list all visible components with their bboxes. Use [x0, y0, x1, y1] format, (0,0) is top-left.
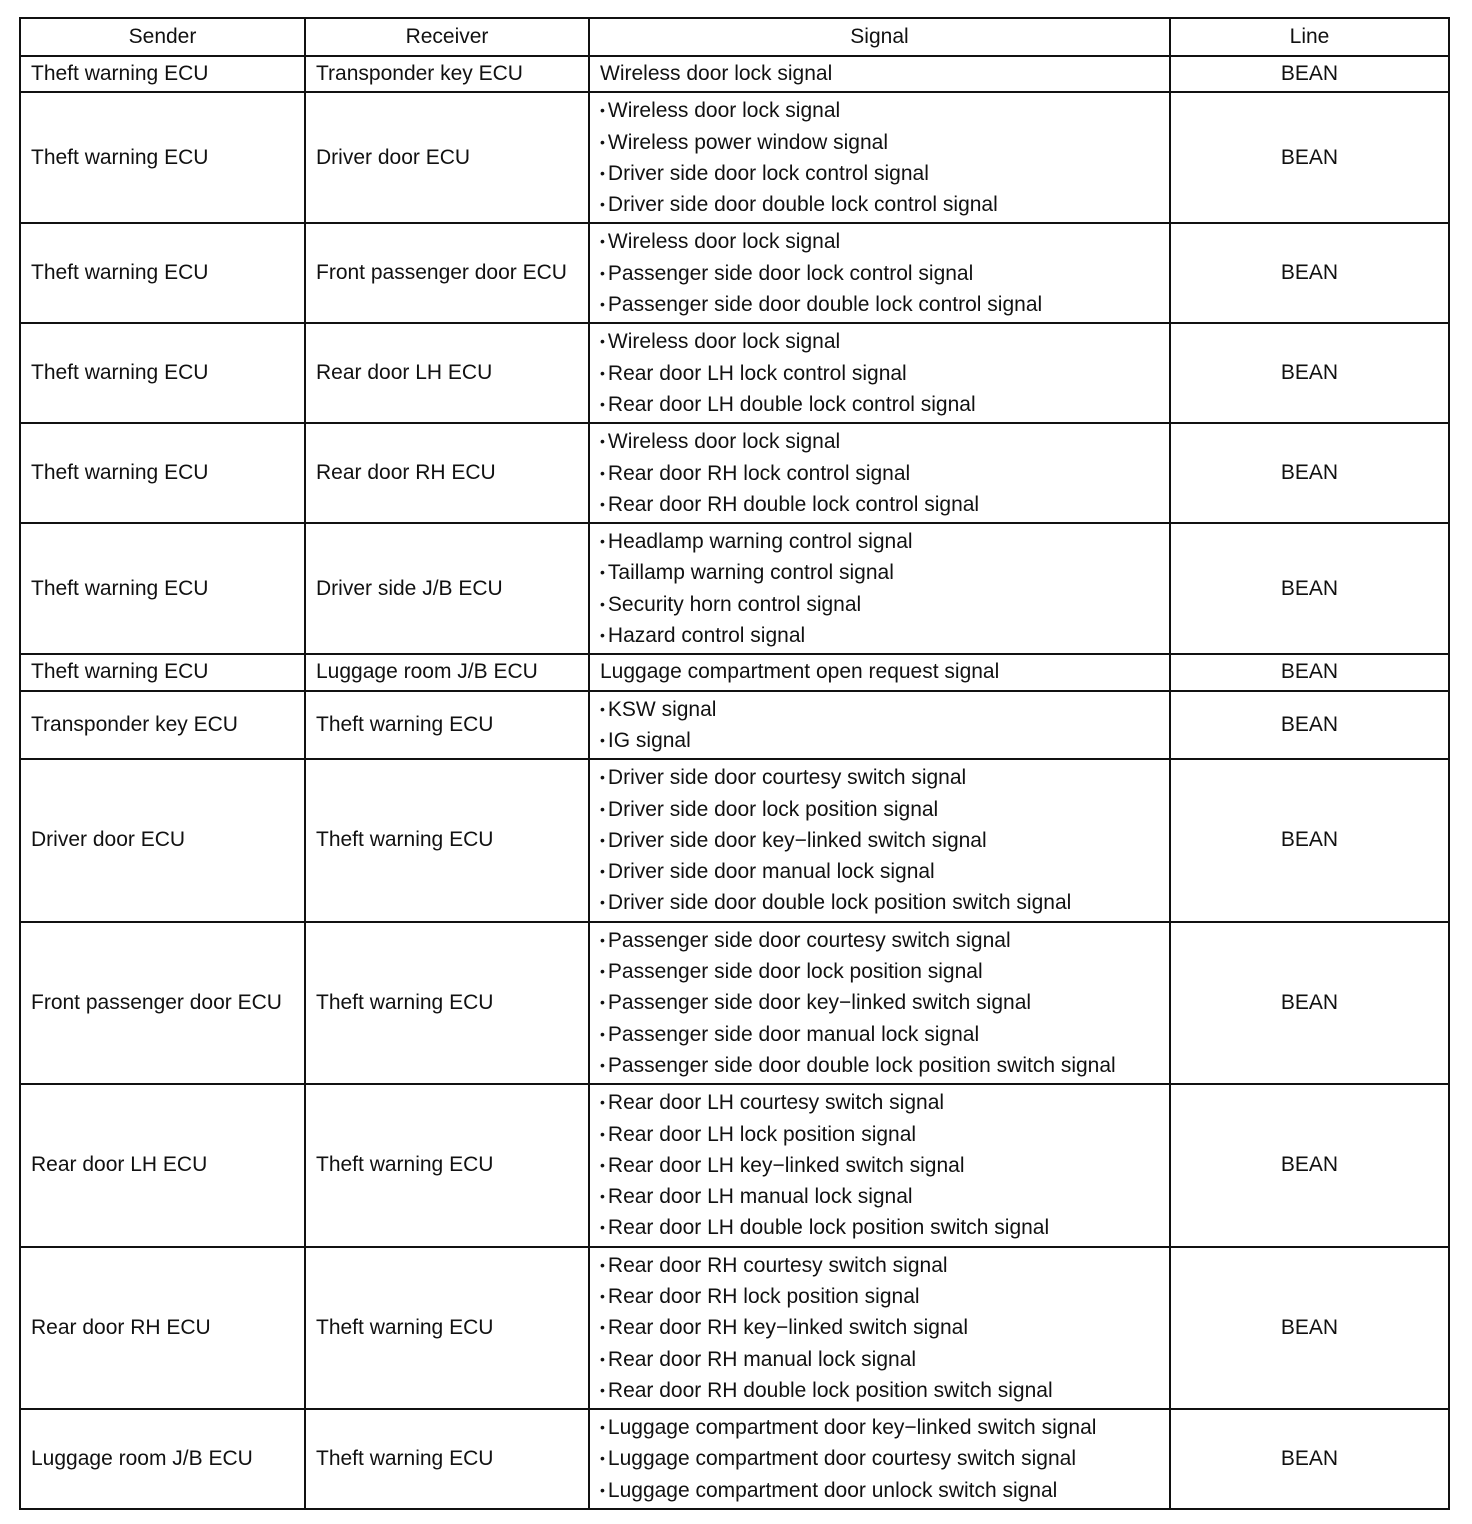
- bullet-icon: •: [600, 1125, 605, 1142]
- table-body: [20, 56, 1449, 1509]
- bullet-icon: •: [600, 495, 605, 512]
- signal-text: Rear door LH double lock control signal: [607, 392, 976, 416]
- header-receiver: Receiver: [305, 18, 589, 56]
- header-signal: Signal: [589, 18, 1170, 56]
- line-cell: BEAN: [1170, 423, 1449, 523]
- signal-text: Wireless door lock signal: [607, 330, 841, 354]
- signal-text: Wireless door lock signal: [600, 62, 833, 85]
- signal-item: [600, 326, 1159, 357]
- signal-item: [600, 557, 1159, 588]
- table-row: [20, 1247, 1449, 1409]
- signal-text: Passenger side door lock position signal: [607, 960, 983, 984]
- bullet-icon: •: [600, 564, 605, 581]
- signal-text: IG signal: [607, 728, 691, 752]
- bullet-icon: •: [600, 164, 605, 181]
- signal-table: [19, 17, 1450, 1510]
- signal-cell: [589, 1247, 1170, 1409]
- table-row: [20, 423, 1449, 523]
- signal-item: [600, 620, 1159, 651]
- signal-item: [600, 825, 1159, 856]
- signal-item: [600, 1475, 1159, 1506]
- signal-text: Driver side door lock control signal: [607, 161, 929, 185]
- table-row: [20, 223, 1449, 323]
- receiver-cell: Theft warning ECU: [305, 691, 589, 760]
- signal-text: Rear door RH double lock position switch signal: [607, 1378, 1053, 1402]
- signal-item: [600, 589, 1159, 620]
- signal-text: Driver side door key−linked switch signal: [607, 828, 987, 852]
- bullet-icon: •: [600, 700, 605, 717]
- line-cell: BEAN: [1170, 56, 1449, 92]
- signal-cell: [589, 92, 1170, 223]
- bullet-icon: •: [600, 1419, 605, 1436]
- table-row: [20, 759, 1449, 921]
- sender-cell: Transponder key ECU: [20, 691, 305, 760]
- sender-cell: Front passenger door ECU: [20, 922, 305, 1084]
- receiver-cell: Theft warning ECU: [305, 1084, 589, 1246]
- bullet-icon: •: [600, 264, 605, 281]
- signal-item: [600, 1344, 1159, 1375]
- sender-cell: Driver door ECU: [20, 759, 305, 921]
- sender-cell: Rear door RH ECU: [20, 1247, 305, 1409]
- receiver-cell: Theft warning ECU: [305, 1247, 589, 1409]
- signal-item: [600, 794, 1159, 825]
- signal-item: [600, 189, 1159, 220]
- signal-text: Rear door LH double lock position switch signal: [607, 1216, 1050, 1240]
- table-row: [20, 323, 1449, 423]
- signal-text: Rear door LH manual lock signal: [607, 1185, 913, 1209]
- signal-item: [600, 127, 1159, 158]
- signal-item: [600, 489, 1159, 520]
- bullet-icon: •: [600, 364, 605, 381]
- signal-text: Passenger side door double lock position switch signal: [607, 1053, 1116, 1077]
- signal-text: Rear door RH key−linked switch signal: [607, 1316, 968, 1340]
- line-cell: BEAN: [1170, 1247, 1449, 1409]
- bullet-icon: •: [600, 1319, 605, 1336]
- signal-text: Driver side door courtesy switch signal: [607, 766, 967, 790]
- signal-item: [600, 1412, 1159, 1443]
- line-cell: BEAN: [1170, 1084, 1449, 1246]
- bullet-icon: •: [600, 894, 605, 911]
- receiver-cell: Theft warning ECU: [305, 1409, 589, 1509]
- table-row: [20, 654, 1449, 690]
- signal-item: [600, 856, 1159, 887]
- signal-item: [600, 426, 1159, 457]
- bullet-icon: •: [600, 296, 605, 313]
- bullet-icon: •: [600, 533, 605, 550]
- signal-text: Headlamp warning control signal: [607, 530, 913, 554]
- line-cell: BEAN: [1170, 223, 1449, 323]
- signal-text: Luggage compartment open request signal: [600, 660, 1000, 684]
- signal-item: [600, 1212, 1159, 1243]
- bullet-icon: •: [600, 333, 605, 350]
- signal-item: [600, 458, 1159, 489]
- signal-cell: [589, 323, 1170, 423]
- bullet-icon: •: [600, 1350, 605, 1367]
- table-row: [20, 1084, 1449, 1246]
- signal-cell: [589, 1409, 1170, 1509]
- signal-item: [600, 925, 1159, 956]
- bullet-icon: •: [600, 1025, 605, 1042]
- receiver-cell: Transponder key ECU: [305, 56, 589, 92]
- signal-item: [600, 1150, 1159, 1181]
- receiver-cell: Rear door LH ECU: [305, 323, 589, 423]
- signal-cell: [589, 691, 1170, 760]
- line-cell: BEAN: [1170, 691, 1449, 760]
- sender-cell: Theft warning ECU: [20, 423, 305, 523]
- table-row: [20, 92, 1449, 223]
- signal-text: Luggage compartment door key−linked switch signal: [607, 1416, 1097, 1440]
- bullet-icon: •: [600, 1219, 605, 1236]
- signal-item: [600, 725, 1159, 756]
- signal-item: [600, 59, 1159, 89]
- signal-text: Wireless door lock signal: [607, 99, 841, 123]
- signal-item: [600, 1281, 1159, 1312]
- sender-cell: Theft warning ECU: [20, 323, 305, 423]
- receiver-cell: Driver side J/B ECU: [305, 523, 589, 654]
- bullet-icon: •: [600, 994, 605, 1011]
- sender-cell: Theft warning ECU: [20, 56, 305, 92]
- signal-cell: [589, 922, 1170, 1084]
- bullet-icon: •: [600, 102, 605, 119]
- bullet-icon: •: [600, 931, 605, 948]
- signal-text: Hazard control signal: [607, 624, 806, 648]
- bullet-icon: •: [600, 1481, 605, 1498]
- signal-item: [600, 657, 1159, 687]
- signal-cell: [589, 523, 1170, 654]
- signal-item: [600, 956, 1159, 987]
- bullet-icon: •: [600, 731, 605, 748]
- bullet-icon: •: [600, 464, 605, 481]
- bullet-icon: •: [600, 1056, 605, 1073]
- receiver-cell: Theft warning ECU: [305, 922, 589, 1084]
- signal-text: Rear door LH lock position signal: [607, 1122, 917, 1146]
- bullet-icon: •: [600, 1450, 605, 1467]
- signal-item: [600, 389, 1159, 420]
- signal-text: Wireless power window signal: [607, 130, 889, 154]
- signal-item: [600, 258, 1159, 289]
- signal-text: Rear door RH lock position signal: [607, 1284, 920, 1308]
- bullet-icon: •: [600, 395, 605, 412]
- signal-text: Rear door LH key−linked switch signal: [607, 1153, 965, 1177]
- table-row: [20, 922, 1449, 1084]
- bullet-icon: •: [600, 1094, 605, 1111]
- signal-item: [600, 1050, 1159, 1081]
- signal-item: [600, 1087, 1159, 1118]
- signal-text: Rear door RH double lock control signal: [607, 492, 980, 516]
- signal-text: Passenger side door key−linked switch signal: [607, 991, 1032, 1015]
- signal-item: [600, 1019, 1159, 1050]
- signal-item: [600, 1312, 1159, 1343]
- signal-item: [600, 1181, 1159, 1212]
- signal-item: [600, 226, 1159, 257]
- signal-text: Driver side door double lock control signal: [607, 193, 998, 217]
- bullet-icon: •: [600, 769, 605, 786]
- line-cell: BEAN: [1170, 323, 1449, 423]
- signal-item: [600, 1119, 1159, 1150]
- signal-text: Driver side door lock position signal: [607, 797, 939, 821]
- signal-item: [600, 887, 1159, 918]
- header-row: [20, 18, 1449, 56]
- bullet-icon: •: [600, 627, 605, 644]
- bullet-icon: •: [600, 863, 605, 880]
- signal-item: [600, 1443, 1159, 1474]
- signal-text: Passenger side door manual lock signal: [607, 1022, 980, 1046]
- bullet-icon: •: [600, 1256, 605, 1273]
- signal-text: Driver side door double lock position switch signal: [607, 891, 1072, 915]
- sender-cell: Luggage room J/B ECU: [20, 1409, 305, 1509]
- signal-text: Wireless door lock signal: [607, 230, 841, 254]
- sender-cell: Theft warning ECU: [20, 223, 305, 323]
- sender-cell: Theft warning ECU: [20, 523, 305, 654]
- table-row: [20, 1409, 1449, 1509]
- signal-cell: [589, 654, 1170, 690]
- receiver-cell: Rear door RH ECU: [305, 423, 589, 523]
- receiver-cell: Luggage room J/B ECU: [305, 654, 589, 690]
- bullet-icon: •: [600, 595, 605, 612]
- signal-text: Rear door RH courtesy switch signal: [607, 1253, 948, 1277]
- signal-item: [600, 987, 1159, 1018]
- signal-text: Rear door RH lock control signal: [607, 461, 911, 485]
- header-sender: Sender: [20, 18, 305, 56]
- table-row: [20, 523, 1449, 654]
- bullet-icon: •: [600, 800, 605, 817]
- sender-cell: Theft warning ECU: [20, 654, 305, 690]
- signal-item: [600, 158, 1159, 189]
- bullet-icon: •: [600, 196, 605, 213]
- bullet-icon: •: [600, 1381, 605, 1398]
- table-row: [20, 56, 1449, 92]
- signal-item: [600, 526, 1159, 557]
- signal-item: [600, 694, 1159, 725]
- signal-cell: [589, 759, 1170, 921]
- bullet-icon: •: [600, 133, 605, 150]
- signal-text: Rear door LH courtesy switch signal: [607, 1091, 945, 1115]
- sender-cell: Rear door LH ECU: [20, 1084, 305, 1246]
- bullet-icon: •: [600, 831, 605, 848]
- signal-cell: [589, 1084, 1170, 1246]
- signal-text: Wireless door lock signal: [607, 430, 841, 454]
- signal-text: Luggage compartment door unlock switch signal: [607, 1478, 1058, 1502]
- line-cell: BEAN: [1170, 523, 1449, 654]
- line-cell: BEAN: [1170, 1409, 1449, 1509]
- receiver-cell: Driver door ECU: [305, 92, 589, 223]
- signal-cell: [589, 223, 1170, 323]
- line-cell: BEAN: [1170, 92, 1449, 223]
- bullet-icon: •: [600, 1188, 605, 1205]
- bullet-icon: •: [600, 1287, 605, 1304]
- line-cell: BEAN: [1170, 922, 1449, 1084]
- signal-item: [600, 1250, 1159, 1281]
- signal-cell: [589, 423, 1170, 523]
- signal-item: [600, 95, 1159, 126]
- signal-item: [600, 1375, 1159, 1406]
- signal-text: KSW signal: [607, 697, 717, 721]
- signal-cell: [589, 56, 1170, 92]
- signal-text: Luggage compartment door courtesy switch signal: [607, 1447, 1076, 1471]
- header-line: Line: [1170, 18, 1449, 56]
- bullet-icon: •: [600, 963, 605, 980]
- signal-item: [600, 289, 1159, 320]
- signal-text: Passenger side door lock control signal: [607, 261, 974, 285]
- signal-text: Rear door LH lock control signal: [607, 361, 907, 385]
- receiver-cell: Front passenger door ECU: [305, 223, 589, 323]
- signal-text: Rear door RH manual lock signal: [607, 1347, 917, 1371]
- signal-item: [600, 762, 1159, 793]
- signal-text: Passenger side door double lock control signal: [607, 293, 1043, 317]
- table-row: [20, 691, 1449, 760]
- bullet-icon: •: [600, 1156, 605, 1173]
- receiver-cell: Theft warning ECU: [305, 759, 589, 921]
- signal-text: Security horn control signal: [607, 592, 862, 616]
- signal-text: Taillamp warning control signal: [607, 561, 894, 585]
- bullet-icon: •: [600, 433, 605, 450]
- signal-text: Passenger side door courtesy switch signal: [607, 928, 1011, 952]
- bullet-icon: •: [600, 233, 605, 250]
- line-cell: BEAN: [1170, 654, 1449, 690]
- signal-item: [600, 358, 1159, 389]
- signal-text: Driver side door manual lock signal: [607, 860, 935, 884]
- line-cell: BEAN: [1170, 759, 1449, 921]
- sender-cell: Theft warning ECU: [20, 92, 305, 223]
